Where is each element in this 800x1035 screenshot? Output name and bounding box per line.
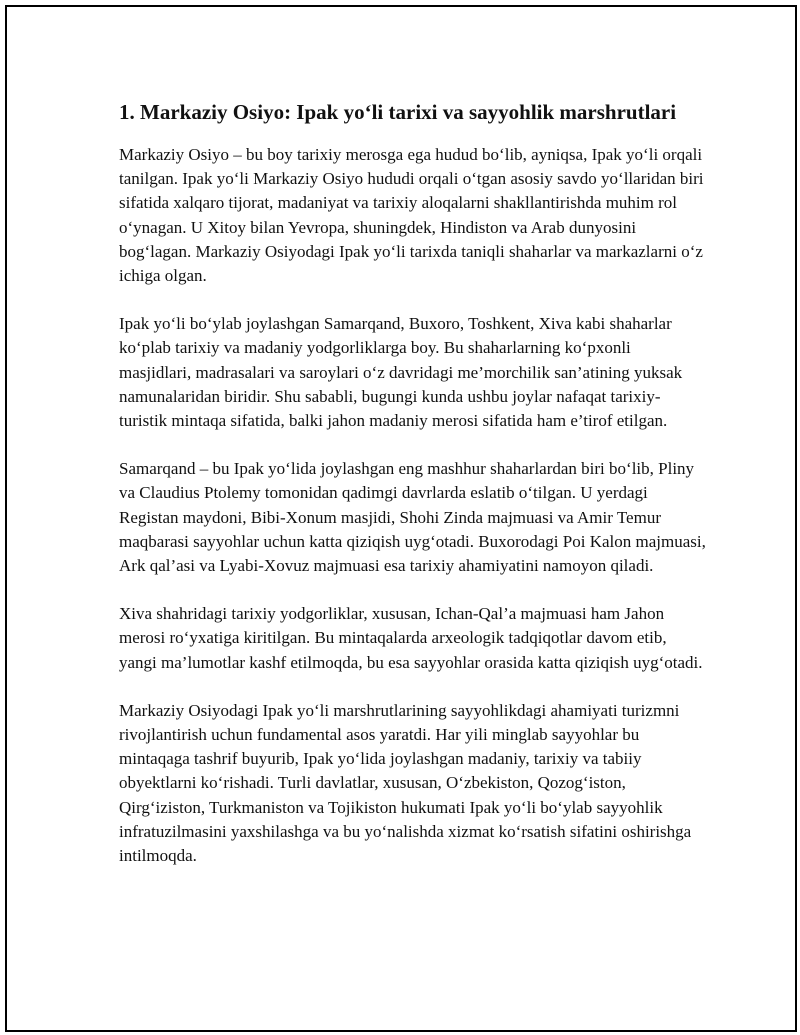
paragraph-5: Markaziy Osiyodagi Ipak yo‘li marshrutlarining sayyohlikdagi ahamiyati turizmni rivojlantirish uchun fundamental asos yaratdi. Har yili minglab sayyohlar bu mintaqaga tashrif buyurib, Ipak yo‘lida joylashgan madaniy, tarixiy va tabiiy obyektlarni ko‘rishadi. Turli davlatlar, xususan, O‘zbekiston, Qozog‘iston, Qirg‘iziston, Turkmaniston va Tojikiston hukumati Ipak yo‘li bo‘ylab sayyohlik infratuzilmasini yaxshilashga va bu yo‘nalishda xizmat ko‘rsatish sifatini oshirishga intilmoqda. <box>119 700 692 866</box>
page-frame <box>5 5 797 1032</box>
document-body <box>119 95 707 892</box>
document-title: 1. Markaziy Osiyo: Ipak yo‘li tarixi va sayyohlik marshrutlari <box>119 100 677 124</box>
paragraph-2: Ipak yo‘li bo‘ylab joylashgan Samarqand, Buxoro, Toshkent, Xiva kabi shaharlar ko‘plab tarixiy va madaniy yodgorliklarga boy. Bu shaharlarning ko‘pxonli masjidlari, madrasalari va saroylari o‘z davridagi me’morchilik san’atining yuksak namunalaridan biridir. Shu sababli, bugungi kunda ushbu joylar nafaqat tarixiy-turistik mintaqa sifatida, balki jahon madaniy merosi sifatida ham e’tirof etilgan. <box>119 314 683 431</box>
paragraph-1: Markaziy Osiyo – bu boy tarixiy merosga ega hudud bo‘lib, ayniqsa, Ipak yo‘li orqali tanilgan. Ipak yo‘li Markaziy Osiyo hududi orqali o‘tgan asosiy savdo yo‘llaridan biri sifatida xalqaro tijorat, madaniyat va tarixiy aloqalarni shakllantirishda muhim rol o‘ynagan. U Xitoy bilan Yevropa, shuningdek, Hindiston va Arab dunyosini bog‘lagan. Markaziy Osiyodagi Ipak yo‘li tarixda taniqli shaharlar va markazlarni o‘z ichiga olgan. <box>119 145 704 286</box>
paragraph-3: Samarqand – bu Ipak yo‘lida joylashgan eng mashhur shaharlardan biri bo‘lib, Pliny va Claudius Ptolemy tomonidan qadimgi davrlarda eslatib o‘tilgan. U yerdagi Registan maydoni, Bibi-Xonum masjidi, Shohi Zinda majmuasi va Amir Temur maqbarasi sayyohlar uchun katta qiziqish uyg‘otadi. Buxorodagi Poi Kalon majmuasi, Ark qal’asi va Lyabi-Xovuz majmuasi esa tarixiy ahamiyatini namoyon qiladi. <box>119 459 706 576</box>
paragraph-4: Xiva shahridagi tarixiy yodgorliklar, xususan, Ichan-Qal’a majmuasi ham Jahon merosi ro‘yxatiga kiritilgan. Bu mintaqalarda arxeologik tadqiqotlar davom etib, yangi ma’lumotlar kashf etilmoqda, bu esa sayyohlar orasida katta qiziqish uyg‘otadi. <box>119 604 703 672</box>
